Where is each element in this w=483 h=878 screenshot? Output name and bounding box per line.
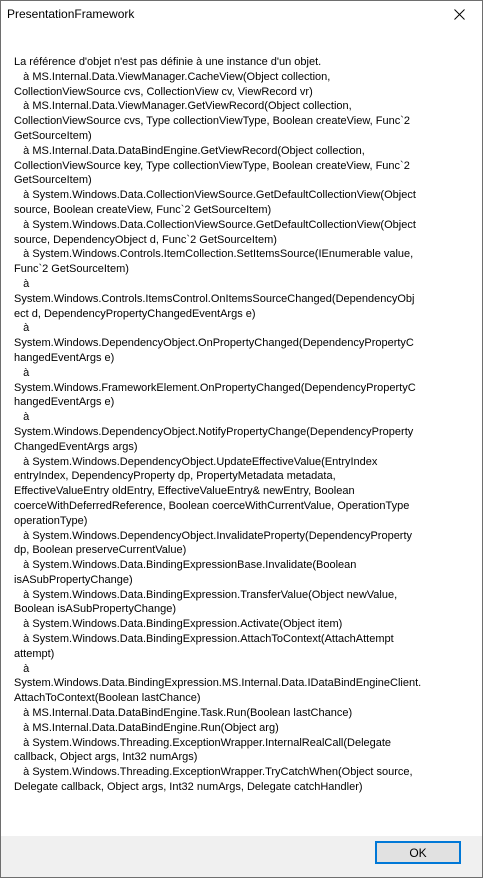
ok-button[interactable]: OK [375,841,461,864]
button-bar [1,836,482,877]
message-area [1,30,482,836]
close-icon [454,7,465,25]
window-title: PresentationFramework [7,7,135,21]
title-bar [1,1,482,30]
close-button[interactable] [436,1,482,30]
error-message-text: La référence d'objet n'est pas définie à une instance d'un objet. à MS.Internal.Data.ViewManager.CacheView(Object collection, CollectionViewSource cvs, CollectionView cv, ViewRecord vr) à MS.Internal.Data.ViewManager.GetViewRecord(Object collection, CollectionViewSource cvs, Type collectionViewType, Boolean createView, Func`2 GetSourceItem) à MS.Internal.Data.DataBindEngine.GetViewRecord(Object collection, CollectionViewSource key, Type collectionViewType, Boolean createView, Func`2 GetSourceItem) à System.Windows.Data.CollectionViewSource.GetDefaultCollectionView(Object source, Boolean createView, Func`2 GetSourceItem) à System.Windows.Data.CollectionViewSource.GetDefaultCollectionView(Object source, DependencyObject d, Func`2 GetSourceItem) à System.Windows.Controls.ItemCollection.SetItemsSource(IEnumerable value, Func`2 GetSourceItem) à System.Windows.Controls.ItemsControl.OnItemsSourceChanged(DependencyObj ect d, DependencyPropertyChangedEventArgs e) à System.Windows.DependencyObject.OnPropertyChanged(DependencyPropertyC hangedEventArgs e) à System.Windows.FrameworkElement.OnPropertyChanged(DependencyPropertyC hangedEventArgs e) à System.Windows.DependencyObject.NotifyPropertyChange(DependencyProperty ChangedEventArgs args) à System.Windows.DependencyObject.UpdateEffectiveValue(EntryIndex entryIndex, DependencyProperty dp, PropertyMetadata metadata, EffectiveValueEntry oldEntry, EffectiveValueEntry& newEntry, Boolean coerceWithDeferredReference, Boolean coerceWithCurrentValue, OperationType operationType) à System.Windows.DependencyObject.InvalidateProperty(DependencyProperty dp, Boolean preserveCurrentValue) à System.Windows.Data.BindingExpressionBase.Invalidate(Boolean isASubPropertyChange) à System.Windows.Data.BindingExpression.TransferValue(Object newValue, Boolean isASubPropertyChange) à System.Windows.Data.BindingExpression.Activate(Object item) à System.Windows.Data.BindingExpression.AttachToContext(AttachAttempt attempt) à System.Windows.Data.BindingExpression.MS.Internal.Data.IDataBindEngineClient. AttachToContext(Boolean lastChance) à MS.Internal.Data.DataBindEngine.Task.Run(Boolean lastChance) à MS.Internal.Data.DataBindEngine.Run(Object arg) à System.Windows.Threading.ExceptionWrapper.InternalRealCall(Delegate callback, Object args, Int32 numArgs) à System.Windows.Threading.ExceptionWrapper.TryCatchWhen(Object source, Delegate callback, Object args, Int32 numArgs, Delegate catchHandler) [14,56,422,794]
